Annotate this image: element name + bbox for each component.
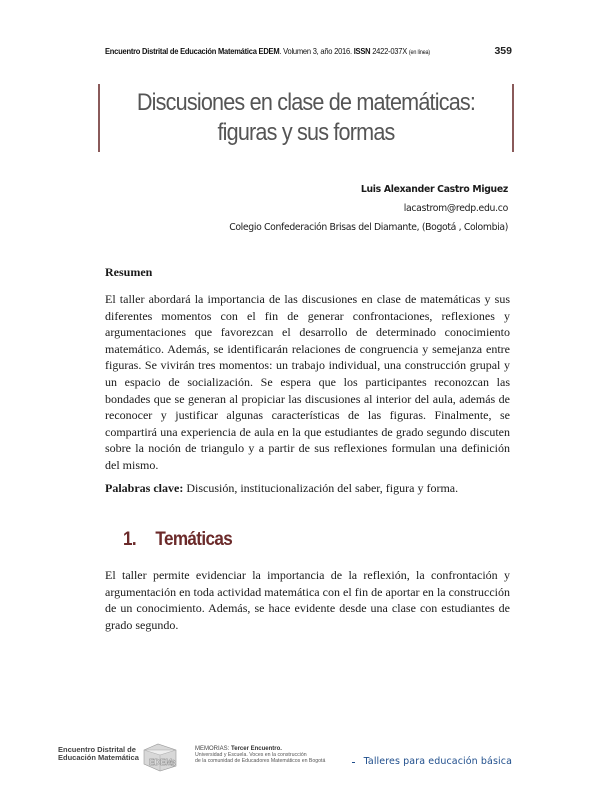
section-title: Temáticas bbox=[155, 529, 233, 550]
paper-title bbox=[126, 88, 486, 148]
memorias-line-2: Universidad y Escuela. Voces en la construcción bbox=[195, 752, 307, 759]
title-block bbox=[98, 84, 514, 152]
page-footer bbox=[50, 740, 520, 774]
page-number: 359 bbox=[494, 45, 512, 57]
title-bar-right bbox=[512, 84, 514, 152]
memorias-line-3: de la comunidad de Educadores Matemáticos en Bogotá bbox=[195, 758, 326, 765]
title-line-2: figuras y sus formas bbox=[217, 119, 395, 146]
section-number: 1. bbox=[123, 529, 137, 550]
issn-label: ISSN bbox=[353, 47, 371, 56]
svg-text:EDEM: EDEM bbox=[149, 758, 173, 767]
edem-line-2: Educación Matemática bbox=[58, 753, 139, 762]
issn-note: (en línea) bbox=[408, 50, 430, 56]
footer-dash bbox=[352, 762, 355, 763]
memorias-edition: Tercer Encuentro. bbox=[231, 746, 282, 752]
journal-volume: . Volumen 3, año 2016. bbox=[279, 47, 354, 56]
author-affiliation: Colegio Confederación Brisas del Diamante, (Bogotá , Colombia) bbox=[229, 222, 508, 233]
edem-wordmark bbox=[58, 746, 139, 762]
journal-name: Encuentro Distrital de Educación Matemática EDEM bbox=[105, 47, 280, 56]
keywords-label: Palabras clave: bbox=[105, 481, 184, 495]
memorias-text bbox=[195, 746, 325, 765]
keywords-value: Discusión, institucionalización del saber, figura y forma. bbox=[183, 481, 459, 495]
svg-text:3: 3 bbox=[171, 759, 176, 768]
journal-citation bbox=[105, 47, 430, 56]
edem-line-1: Encuentro Distrital de bbox=[58, 745, 136, 754]
author-email[interactable]: lacastrom@redp.edu.co bbox=[403, 203, 508, 214]
footer-tagline: Talleres para educación básica bbox=[363, 756, 512, 767]
author-block bbox=[229, 180, 508, 237]
abstract-heading: Resumen bbox=[105, 265, 153, 279]
section-body: El taller permite evidenciar la importancia de la reflexión, la confrontación y argumentación en toda actividad matemática con el fin de aportar en la construcción de un conocimiento. Además, se hace evidente desde una clase con estudiantes de grado segundo. bbox=[105, 568, 510, 632]
memorias-label: MEMORIAS: bbox=[195, 746, 232, 752]
author-name: Luis Alexander Castro Miguez bbox=[360, 184, 508, 195]
title-bar-left bbox=[98, 84, 100, 152]
abstract-text: El taller abordará la importancia de las discusiones en clase de matemáticas y sus diferentes momentos con el fin de generar confrontaciones, reflexiones y argumentaciones que favorezcan el desarrollo de determinado conocimiento matemático. Además, se identificarán relaciones de congruencia y semejanza entre figuras. Se vivirán tres momentos: un trabajo individual, una construcción grupal y un espacio de socialización. Se espera que los participantes reconozcan las bondades que se generan al propiciar las discusiones al interior del aula, además de reconocer y justificar algunas características de las figuras. Finalmente, se compartirá una experiencia de aula en la que estudiantes de grado segundo discuten sobre la noción de triangulo y a partir de sus reflexiones formulan una definición del mismo. bbox=[105, 292, 510, 472]
section-heading bbox=[123, 529, 232, 551]
edem-cube-logo-icon bbox=[140, 742, 180, 772]
title-line-1: Discusiones en clase de matemáticas: bbox=[136, 89, 476, 116]
issn-value: 2422-037X bbox=[370, 47, 409, 56]
running-header bbox=[105, 45, 515, 59]
keywords bbox=[105, 481, 458, 496]
